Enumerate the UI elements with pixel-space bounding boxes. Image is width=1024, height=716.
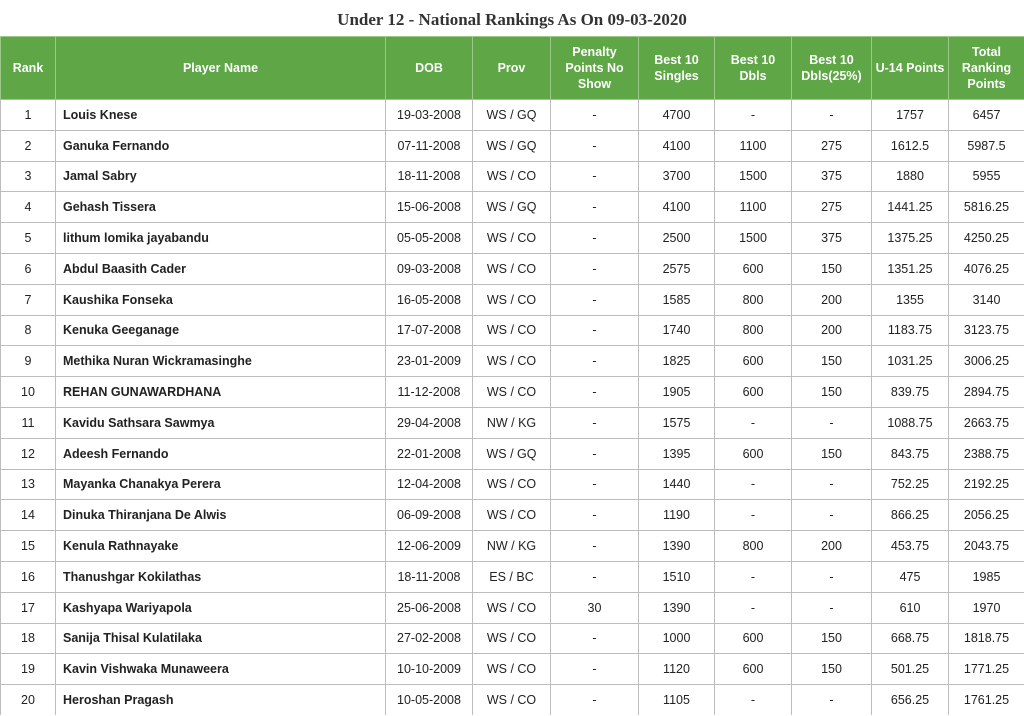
singles-cell: 1440 xyxy=(639,469,715,500)
total-cell: 3123.75 xyxy=(949,315,1024,346)
dbls-cell: - xyxy=(715,500,792,531)
singles-cell: 1585 xyxy=(639,284,715,315)
dob-cell: 27-02-2008 xyxy=(386,623,473,654)
dbls-cell: 600 xyxy=(715,377,792,408)
u14-cell: 1375.25 xyxy=(872,223,949,254)
dbls-cell: 800 xyxy=(715,284,792,315)
penalty-cell: - xyxy=(551,284,639,315)
u14-cell: 1441.25 xyxy=(872,192,949,223)
u14-cell: 1088.75 xyxy=(872,407,949,438)
penalty-cell: 30 xyxy=(551,592,639,623)
rank-cell: 20 xyxy=(1,685,56,715)
u14-cell: 475 xyxy=(872,561,949,592)
rank-cell: 6 xyxy=(1,253,56,284)
rank-cell: 5 xyxy=(1,223,56,254)
singles-cell: 1740 xyxy=(639,315,715,346)
dob-cell: 05-05-2008 xyxy=(386,223,473,254)
dob-cell: 16-05-2008 xyxy=(386,284,473,315)
table-row xyxy=(1,654,1024,685)
dbls-cell: 600 xyxy=(715,654,792,685)
rank-cell: 8 xyxy=(1,315,56,346)
header-rank: Rank xyxy=(1,37,56,100)
player-name-cell: Adeesh Fernando xyxy=(56,438,386,469)
singles-cell: 1510 xyxy=(639,561,715,592)
player-name-cell: Jamal Sabry xyxy=(56,161,386,192)
total-cell: 1970 xyxy=(949,592,1024,623)
dob-cell: 18-11-2008 xyxy=(386,161,473,192)
dbls25-cell: - xyxy=(792,592,872,623)
dob-cell: 15-06-2008 xyxy=(386,192,473,223)
u14-cell: 453.75 xyxy=(872,531,949,562)
penalty-cell: - xyxy=(551,654,639,685)
table-row xyxy=(1,315,1024,346)
dbls25-cell: 150 xyxy=(792,377,872,408)
singles-cell: 1825 xyxy=(639,346,715,377)
dbls25-cell: 150 xyxy=(792,623,872,654)
rank-cell: 10 xyxy=(1,377,56,408)
header-u14-points: U-14 Points xyxy=(872,37,949,100)
total-cell: 3140 xyxy=(949,284,1024,315)
rank-cell: 19 xyxy=(1,654,56,685)
player-name-cell: Sanija Thisal Kulatilaka xyxy=(56,623,386,654)
penalty-cell: - xyxy=(551,100,639,131)
u14-cell: 866.25 xyxy=(872,500,949,531)
table-row xyxy=(1,407,1024,438)
u14-cell: 752.25 xyxy=(872,469,949,500)
total-cell: 4076.25 xyxy=(949,253,1024,284)
penalty-cell: - xyxy=(551,161,639,192)
total-cell: 2894.75 xyxy=(949,377,1024,408)
header-dob: DOB xyxy=(386,37,473,100)
penalty-cell: - xyxy=(551,192,639,223)
prov-cell: WS / CO xyxy=(473,654,551,685)
singles-cell: 1390 xyxy=(639,592,715,623)
rank-cell: 12 xyxy=(1,438,56,469)
penalty-cell: - xyxy=(551,130,639,161)
singles-cell: 4700 xyxy=(639,100,715,131)
total-cell: 3006.25 xyxy=(949,346,1024,377)
dbls-cell: 600 xyxy=(715,253,792,284)
rank-cell: 4 xyxy=(1,192,56,223)
dbls-cell: 1500 xyxy=(715,223,792,254)
singles-cell: 2500 xyxy=(639,223,715,254)
dob-cell: 22-01-2008 xyxy=(386,438,473,469)
dbls-cell: - xyxy=(715,469,792,500)
table-row xyxy=(1,100,1024,131)
header-best10-dbls25: Best 10 Dbls(25%) xyxy=(792,37,872,100)
penalty-cell: - xyxy=(551,500,639,531)
penalty-cell: - xyxy=(551,561,639,592)
u14-cell: 1031.25 xyxy=(872,346,949,377)
singles-cell: 4100 xyxy=(639,192,715,223)
rank-cell: 14 xyxy=(1,500,56,531)
u14-cell: 656.25 xyxy=(872,685,949,715)
table-row xyxy=(1,130,1024,161)
dbls-cell: 600 xyxy=(715,346,792,377)
header-total-points: Total Ranking Points xyxy=(949,37,1024,100)
u14-cell: 1355 xyxy=(872,284,949,315)
rank-cell: 9 xyxy=(1,346,56,377)
total-cell: 2663.75 xyxy=(949,407,1024,438)
rank-cell: 17 xyxy=(1,592,56,623)
rank-cell: 7 xyxy=(1,284,56,315)
u14-cell: 839.75 xyxy=(872,377,949,408)
dob-cell: 18-11-2008 xyxy=(386,561,473,592)
dob-cell: 06-09-2008 xyxy=(386,500,473,531)
dbls25-cell: 150 xyxy=(792,438,872,469)
table-row xyxy=(1,438,1024,469)
player-name-cell: REHAN GUNAWARDHANA xyxy=(56,377,386,408)
dbls-cell: 1100 xyxy=(715,130,792,161)
dob-cell: 12-04-2008 xyxy=(386,469,473,500)
player-name-cell: Dinuka Thiranjana De Alwis xyxy=(56,500,386,531)
u14-cell: 1757 xyxy=(872,100,949,131)
table-row xyxy=(1,500,1024,531)
table-row xyxy=(1,469,1024,500)
rank-cell: 16 xyxy=(1,561,56,592)
dbls25-cell: - xyxy=(792,100,872,131)
prov-cell: WS / CO xyxy=(473,223,551,254)
penalty-cell: - xyxy=(551,407,639,438)
penalty-cell: - xyxy=(551,346,639,377)
player-name-cell: Louis Knese xyxy=(56,100,386,131)
total-cell: 1761.25 xyxy=(949,685,1024,715)
dbls-cell: 800 xyxy=(715,531,792,562)
dbls25-cell: - xyxy=(792,685,872,715)
player-name-cell: Ganuka Fernando xyxy=(56,130,386,161)
prov-cell: NW / KG xyxy=(473,531,551,562)
dob-cell: 25-06-2008 xyxy=(386,592,473,623)
dbls-cell: 1100 xyxy=(715,192,792,223)
dob-cell: 29-04-2008 xyxy=(386,407,473,438)
penalty-cell: - xyxy=(551,253,639,284)
player-name-cell: Thanushgar Kokilathas xyxy=(56,561,386,592)
dob-cell: 07-11-2008 xyxy=(386,130,473,161)
total-cell: 2056.25 xyxy=(949,500,1024,531)
dbls-cell: - xyxy=(715,407,792,438)
u14-cell: 843.75 xyxy=(872,438,949,469)
dbls25-cell: 150 xyxy=(792,346,872,377)
header-prov: Prov xyxy=(473,37,551,100)
singles-cell: 1395 xyxy=(639,438,715,469)
header-best10-dbls: Best 10 Dbls xyxy=(715,37,792,100)
dbls25-cell: 375 xyxy=(792,223,872,254)
penalty-cell: - xyxy=(551,438,639,469)
dbls25-cell: 150 xyxy=(792,654,872,685)
prov-cell: WS / CO xyxy=(473,284,551,315)
table-row xyxy=(1,223,1024,254)
penalty-cell: - xyxy=(551,223,639,254)
total-cell: 2388.75 xyxy=(949,438,1024,469)
prov-cell: NW / KG xyxy=(473,407,551,438)
player-name-cell: Kavidu Sathsara Sawmya xyxy=(56,407,386,438)
table-row xyxy=(1,253,1024,284)
prov-cell: WS / CO xyxy=(473,377,551,408)
table-row xyxy=(1,592,1024,623)
prov-cell: WS / CO xyxy=(473,253,551,284)
prov-cell: WS / GQ xyxy=(473,130,551,161)
prov-cell: WS / GQ xyxy=(473,100,551,131)
player-name-cell: Kaushika Fonseka xyxy=(56,284,386,315)
singles-cell: 1390 xyxy=(639,531,715,562)
u14-cell: 1183.75 xyxy=(872,315,949,346)
dob-cell: 11-12-2008 xyxy=(386,377,473,408)
total-cell: 1985 xyxy=(949,561,1024,592)
table-row xyxy=(1,531,1024,562)
table-row xyxy=(1,192,1024,223)
prov-cell: WS / CO xyxy=(473,346,551,377)
dob-cell: 09-03-2008 xyxy=(386,253,473,284)
penalty-cell: - xyxy=(551,469,639,500)
rankings-table xyxy=(0,36,1024,715)
total-cell: 6457 xyxy=(949,100,1024,131)
rank-cell: 1 xyxy=(1,100,56,131)
penalty-cell: - xyxy=(551,315,639,346)
dbls25-cell: 375 xyxy=(792,161,872,192)
header-best10-singles: Best 10 Singles xyxy=(639,37,715,100)
dbls25-cell: 200 xyxy=(792,284,872,315)
prov-cell: WS / GQ xyxy=(473,438,551,469)
table-row xyxy=(1,161,1024,192)
dob-cell: 17-07-2008 xyxy=(386,315,473,346)
player-name-cell: lithum lomika jayabandu xyxy=(56,223,386,254)
prov-cell: WS / CO xyxy=(473,500,551,531)
header-player-name: Player Name xyxy=(56,37,386,100)
player-name-cell: Heroshan Pragash xyxy=(56,685,386,715)
rank-cell: 13 xyxy=(1,469,56,500)
singles-cell: 4100 xyxy=(639,130,715,161)
total-cell: 1771.25 xyxy=(949,654,1024,685)
prov-cell: WS / CO xyxy=(473,623,551,654)
total-cell: 5816.25 xyxy=(949,192,1024,223)
dob-cell: 10-10-2009 xyxy=(386,654,473,685)
dbls25-cell: 200 xyxy=(792,531,872,562)
dob-cell: 10-05-2008 xyxy=(386,685,473,715)
singles-cell: 1120 xyxy=(639,654,715,685)
singles-cell: 1190 xyxy=(639,500,715,531)
prov-cell: WS / GQ xyxy=(473,192,551,223)
table-row xyxy=(1,623,1024,654)
rank-cell: 11 xyxy=(1,407,56,438)
singles-cell: 1905 xyxy=(639,377,715,408)
penalty-cell: - xyxy=(551,377,639,408)
prov-cell: WS / CO xyxy=(473,469,551,500)
dbls-cell: 800 xyxy=(715,315,792,346)
rank-cell: 2 xyxy=(1,130,56,161)
rank-cell: 18 xyxy=(1,623,56,654)
penalty-cell: - xyxy=(551,685,639,715)
table-row xyxy=(1,284,1024,315)
table-row xyxy=(1,377,1024,408)
rank-cell: 3 xyxy=(1,161,56,192)
dbls25-cell: 150 xyxy=(792,253,872,284)
total-cell: 1818.75 xyxy=(949,623,1024,654)
penalty-cell: - xyxy=(551,531,639,562)
total-cell: 2192.25 xyxy=(949,469,1024,500)
prov-cell: ES / BC xyxy=(473,561,551,592)
table-row xyxy=(1,685,1024,715)
dbls25-cell: 200 xyxy=(792,315,872,346)
singles-cell: 1575 xyxy=(639,407,715,438)
player-name-cell: Gehash Tissera xyxy=(56,192,386,223)
prov-cell: WS / CO xyxy=(473,685,551,715)
dbls-cell: 600 xyxy=(715,623,792,654)
header-row xyxy=(1,37,1024,100)
dbls25-cell: 275 xyxy=(792,130,872,161)
total-cell: 4250.25 xyxy=(949,223,1024,254)
dbls-cell: 1500 xyxy=(715,161,792,192)
dbls25-cell: - xyxy=(792,469,872,500)
u14-cell: 501.25 xyxy=(872,654,949,685)
dob-cell: 23-01-2009 xyxy=(386,346,473,377)
dbls-cell: - xyxy=(715,685,792,715)
dbls25-cell: 275 xyxy=(792,192,872,223)
u14-cell: 1880 xyxy=(872,161,949,192)
dbls25-cell: - xyxy=(792,561,872,592)
dbls-cell: - xyxy=(715,561,792,592)
player-name-cell: Abdul Baasith Cader xyxy=(56,253,386,284)
u14-cell: 1612.5 xyxy=(872,130,949,161)
dob-cell: 19-03-2008 xyxy=(386,100,473,131)
player-name-cell: Kashyapa Wariyapola xyxy=(56,592,386,623)
dbls-cell: - xyxy=(715,100,792,131)
singles-cell: 1105 xyxy=(639,685,715,715)
total-cell: 5987.5 xyxy=(949,130,1024,161)
penalty-cell: - xyxy=(551,623,639,654)
u14-cell: 610 xyxy=(872,592,949,623)
singles-cell: 3700 xyxy=(639,161,715,192)
page-title: Under 12 - National Rankings As On 09-03-2020 xyxy=(337,10,687,29)
header-penalty: Penalty Points No Show xyxy=(551,37,639,100)
prov-cell: WS / CO xyxy=(473,315,551,346)
player-name-cell: Methika Nuran Wickramasinghe xyxy=(56,346,386,377)
player-name-cell: Kenula Rathnayake xyxy=(56,531,386,562)
singles-cell: 1000 xyxy=(639,623,715,654)
dbls25-cell: - xyxy=(792,407,872,438)
dbls-cell: 600 xyxy=(715,438,792,469)
prov-cell: WS / CO xyxy=(473,161,551,192)
dbls-cell: - xyxy=(715,592,792,623)
table-row xyxy=(1,561,1024,592)
prov-cell: WS / CO xyxy=(473,592,551,623)
player-name-cell: Kavin Vishwaka Munaweera xyxy=(56,654,386,685)
u14-cell: 1351.25 xyxy=(872,253,949,284)
dbls25-cell: - xyxy=(792,500,872,531)
player-name-cell: Kenuka Geeganage xyxy=(56,315,386,346)
singles-cell: 2575 xyxy=(639,253,715,284)
rank-cell: 15 xyxy=(1,531,56,562)
total-cell: 2043.75 xyxy=(949,531,1024,562)
dob-cell: 12-06-2009 xyxy=(386,531,473,562)
player-name-cell: Mayanka Chanakya Perera xyxy=(56,469,386,500)
table-row xyxy=(1,346,1024,377)
total-cell: 5955 xyxy=(949,161,1024,192)
u14-cell: 668.75 xyxy=(872,623,949,654)
